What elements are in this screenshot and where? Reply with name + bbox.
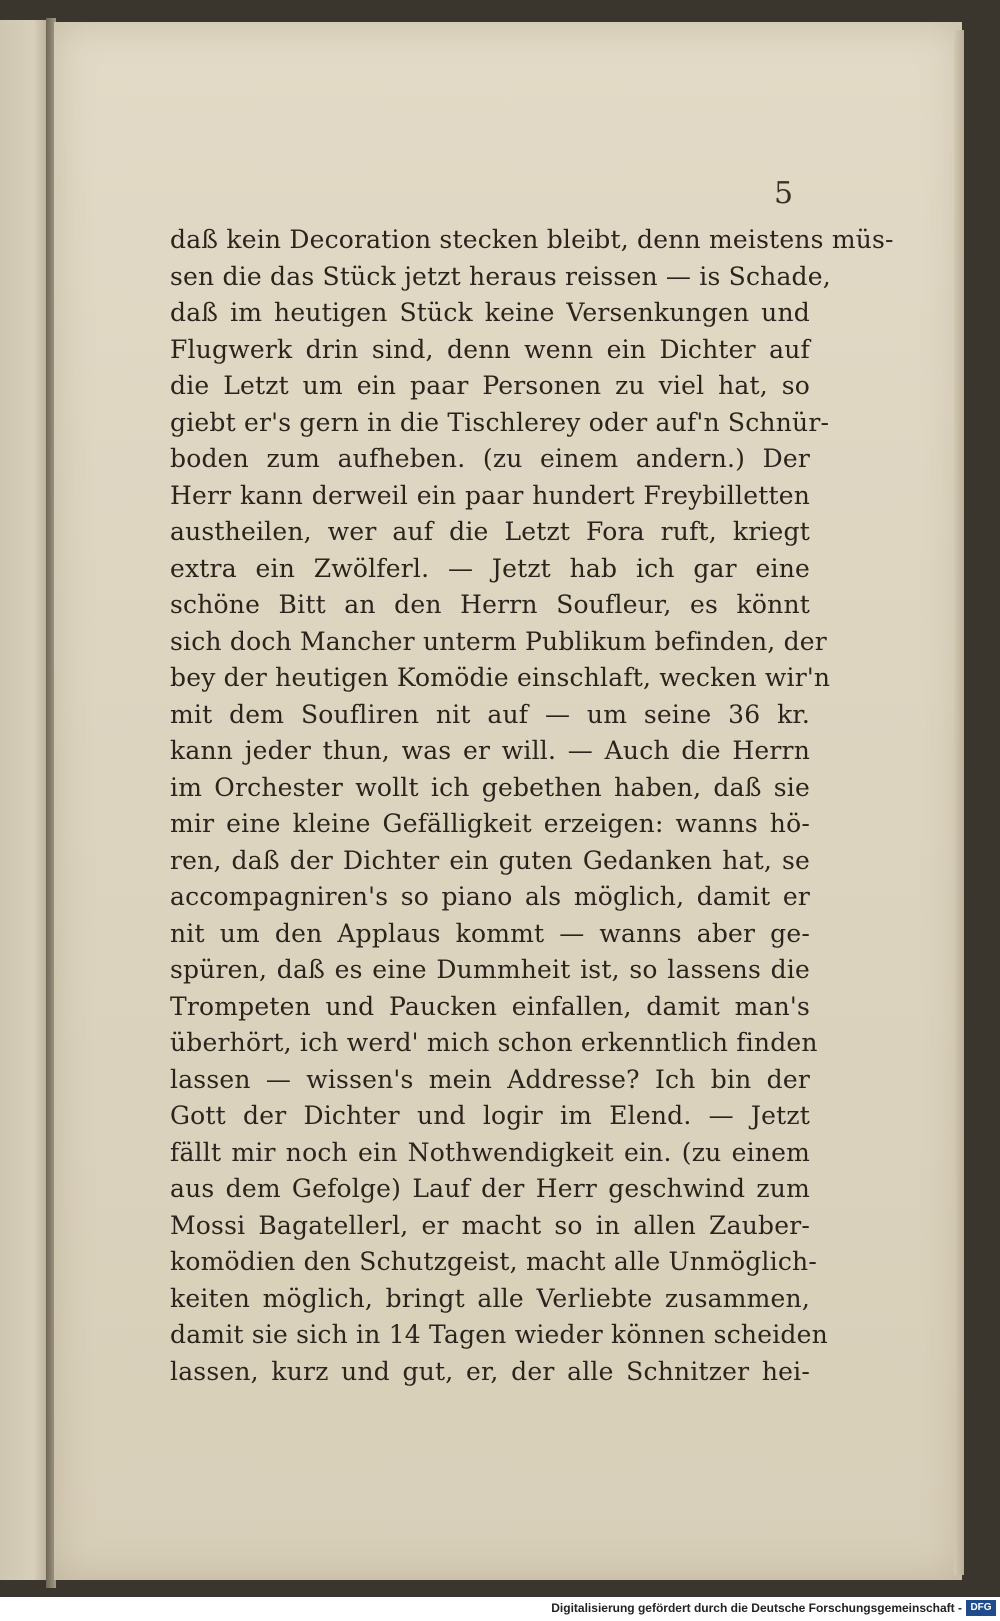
- text-line: sich doch Mancher unterm Publikum befinden, der: [170, 626, 827, 656]
- text-line: damit sie sich in 14 Tagen wieder können scheiden: [170, 1320, 828, 1349]
- text-line: fällt mir noch ein Nothwendigkeit ein. (zu einem: [170, 1137, 810, 1167]
- text-line: Gott der Dichter und logir im Elend. — Jetzt: [170, 1101, 810, 1130]
- text-line: austheilen, wer auf die Letzt Fora ruft, kriegt: [170, 517, 810, 546]
- text-line: sen die das Stück jetzt heraus reissen — is Schade,: [170, 261, 831, 291]
- text-line: im Orchester wollt ich gebethen haben, daß sie: [170, 772, 810, 802]
- text-line: nit um den Applaus kommt — wanns aber ge-: [170, 918, 810, 948]
- text-line: bey der heutigen Komödie einschlaft, wecken wir'n: [170, 663, 831, 692]
- text-line: Herr kann derweil ein paar hundert Freybilletten: [170, 480, 810, 510]
- text-line: lassen, kurz und gut, er, der alle Schnitzer hei-: [170, 1356, 810, 1386]
- text-line: daß kein Decoration stecken bleibt, denn meistens müs-: [170, 225, 894, 254]
- text-line: extra ein Zwölferl. — Jetzt hab ich gar eine: [170, 553, 810, 583]
- text-line: mit dem Soufliren nit auf — um seine 36 kr.: [170, 699, 810, 729]
- text-line: ren, daß der Dichter ein guten Gedanken hat, se: [170, 845, 810, 875]
- text-line: kann jeder thun, was er will. — Auch die Herrn: [170, 736, 810, 765]
- text-line: spüren, daß es eine Dummheit ist, so lassens die: [170, 955, 810, 984]
- dfg-logo: DFG: [966, 1600, 996, 1616]
- facing-page-edge: [0, 20, 48, 1580]
- funding-credit: Digitalisierung gefördert durch die Deutsche Forschungsgemeinschaft -: [551, 1601, 962, 1615]
- text-line: lassen — wissen's mein Addresse? Ich bin der: [170, 1064, 810, 1094]
- page-text: [170, 222, 894, 1390]
- text-line: die Letzt um ein paar Personen zu viel hat, so: [170, 371, 810, 400]
- text-line: aus dem Gefolge) Lauf der Herr geschwind zum: [170, 1174, 810, 1203]
- page-fore-edge: [954, 30, 964, 1575]
- text-line: giebt er's gern in die Tischlerey oder auf'n Schnür-: [170, 407, 830, 437]
- text-line: accompagniren's so piano als möglich, damit er: [170, 882, 810, 911]
- text-line: daß im heutigen Stück keine Versenkungen und: [170, 298, 810, 327]
- text-line: mir eine kleine Gefälligkeit erzeigen: wanns hö-: [170, 809, 810, 838]
- text-line: komödien den Schutzgeist, macht alle Unmöglich-: [170, 1247, 817, 1276]
- text-line: Flugwerk drin sind, denn wenn ein Dichter auf: [170, 334, 810, 364]
- text-line: schöne Bitt an den Herrn Soufleur, es könnt: [170, 590, 810, 619]
- page-number: 5: [774, 176, 794, 211]
- text-line: boden zum aufheben. (zu einem andern.) Der: [170, 444, 810, 473]
- text-line: Mossi Bagatellerl, er macht so in allen Zauber-: [170, 1210, 810, 1240]
- text-line: überhört, ich werd' mich schon erkenntlich finden: [170, 1028, 818, 1057]
- text-line: keiten möglich, bringt alle Verliebte zusammen,: [170, 1283, 810, 1313]
- text-line: Trompeten und Paucken einfallen, damit man's: [170, 991, 810, 1021]
